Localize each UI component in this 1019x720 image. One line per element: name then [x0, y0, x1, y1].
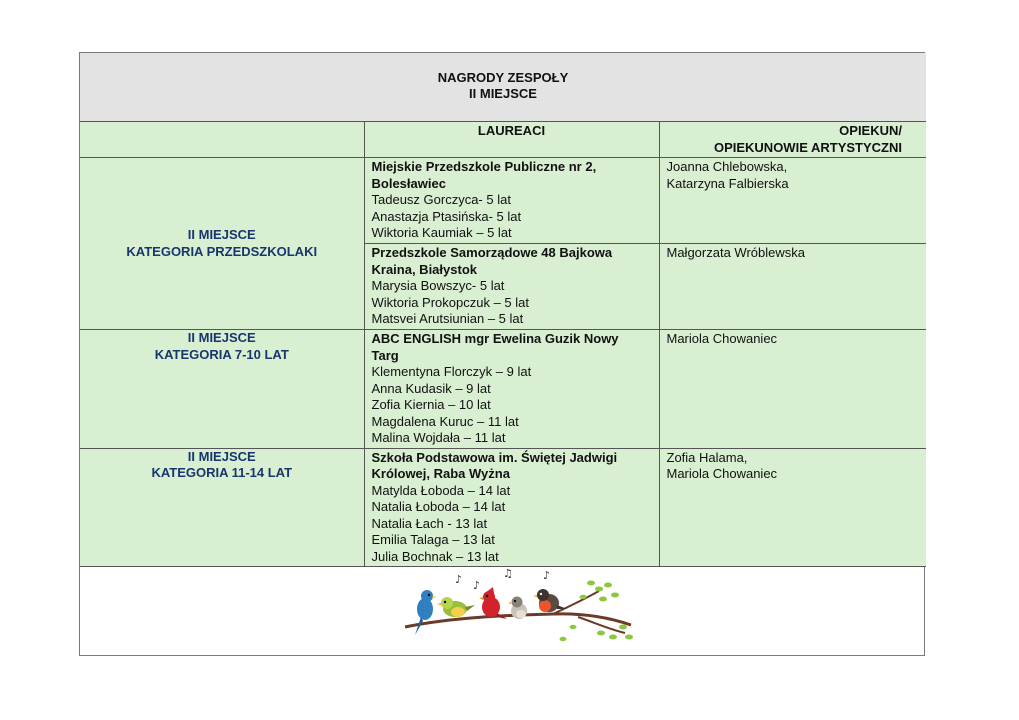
- guardian-cell: [659, 158, 926, 244]
- title-line-1: NAGRODY ZESPOŁY: [437, 69, 569, 85]
- award-document: [79, 52, 925, 656]
- table-header-row: [80, 53, 926, 122]
- title-line-2: II MIEJSCE: [469, 86, 537, 101]
- guardian: Zofia Halama,: [666, 449, 748, 465]
- svg-text:♪: ♪: [473, 579, 481, 592]
- laureaci-cell: [364, 244, 659, 330]
- svg-text:♪: ♪: [455, 573, 463, 586]
- org-name-line-2: Bolesławiec: [371, 175, 446, 191]
- svg-text:♫: ♫: [503, 567, 513, 580]
- org-name-line-1: ABC ENGLISH mgr Ewelina Guzik Nowy: [371, 331, 619, 346]
- category-cell: [80, 448, 364, 567]
- awards-table: [80, 53, 926, 567]
- birds-on-branch-icon: [403, 567, 635, 645]
- column-header-row: [80, 122, 926, 158]
- member: Anna Kudasik – 9 lat: [371, 380, 491, 396]
- member: Marysia Bowszyc- 5 lat: [371, 278, 505, 293]
- category-name: KATEGORIA 11-14 LAT: [151, 465, 293, 480]
- guardian: Mariola Chowaniec: [666, 331, 778, 346]
- member: Magdalena Kuruc – 11 lat: [371, 413, 519, 429]
- member: Tadeusz Gorczyca- 5 lat: [371, 192, 511, 207]
- org-name-line-1: Przedszkole Samorządowe 48 Bajkowa: [371, 245, 613, 260]
- member: Klementyna Florczyk – 9 lat: [371, 364, 532, 379]
- guardian: Katarzyna Falbierska: [666, 175, 789, 191]
- table-title: [80, 53, 926, 122]
- member: Julia Bochnak – 13 lat: [371, 548, 499, 564]
- category-place: II MIEJSCE: [187, 448, 256, 464]
- member: Anastazja Ptasińska- 5 lat: [371, 208, 522, 224]
- category-name: KATEGORIA 7-10 LAT: [154, 346, 289, 362]
- org-name-line-2: Królowej, Raba Wyżna: [371, 466, 510, 481]
- column-header-laureaci: LAUREACI: [364, 122, 659, 158]
- table-row: [80, 330, 926, 449]
- member: Natalia Łoboda – 14 lat: [371, 499, 506, 514]
- table-row: [80, 448, 926, 567]
- laureaci-cell: [364, 330, 659, 449]
- laureaci-cell: [364, 158, 659, 244]
- org-name-line-1: Miejskie Przedszkole Publiczne nr 2,: [371, 159, 597, 174]
- member: Natalia Łach - 13 lat: [371, 515, 488, 531]
- opiekun-line-2: OPIEKUNOWIE ARTYSTYCZNI: [713, 139, 902, 155]
- member: Matsvei Arutsiunian – 5 lat: [371, 311, 524, 326]
- opiekun-line-1: OPIEKUN/: [839, 123, 902, 138]
- category-place: II MIEJSCE: [187, 330, 256, 345]
- guardian: Mariola Chowaniec: [666, 466, 778, 481]
- member: Emilia Talaga – 13 lat: [371, 532, 495, 547]
- guardian-cell: [659, 330, 926, 449]
- column-header-category: [80, 122, 364, 158]
- guardian-cell: [659, 244, 926, 330]
- member: Zofia Kiernia – 10 lat: [371, 397, 491, 412]
- member: Wiktoria Kaumiak – 5 lat: [371, 225, 512, 240]
- table-row: [80, 158, 926, 244]
- laureaci-cell: [364, 448, 659, 567]
- category-cell: [80, 158, 364, 330]
- column-header-opiekun: [659, 122, 926, 158]
- category-cell: [80, 330, 364, 449]
- svg-text:♪: ♪: [543, 569, 551, 582]
- category-place: II MIEJSCE: [187, 227, 256, 242]
- guardian-cell: [659, 448, 926, 567]
- category-name: KATEGORIA PRZEDSZKOLAKI: [126, 243, 318, 259]
- member: Matylda Łoboda – 14 lat: [371, 482, 511, 498]
- guardian: Małgorzata Wróblewska: [666, 245, 805, 260]
- org-name-line-2: Kraina, Białystok: [371, 261, 477, 277]
- guardian: Joanna Chlebowska,: [666, 159, 788, 174]
- member: Malina Wojdała – 11 lat: [371, 430, 506, 445]
- member: Wiktoria Prokopczuk – 5 lat: [371, 294, 530, 310]
- org-name-line-1: Szkoła Podstawowa im. Świętej Jadwigi: [371, 449, 618, 465]
- org-name-line-2: Targ: [371, 347, 399, 363]
